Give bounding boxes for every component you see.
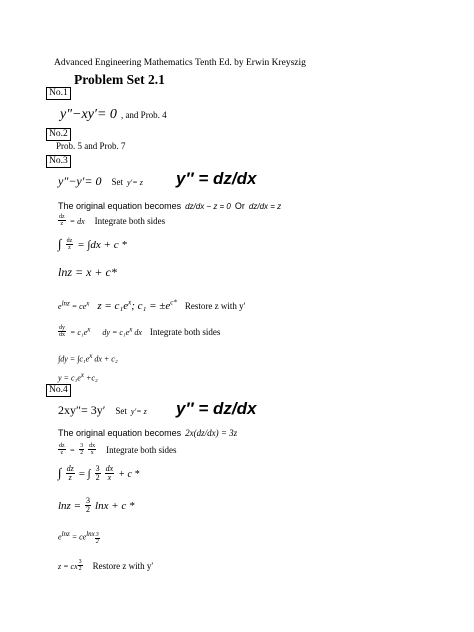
no4-final-line: z = cx $\frac{3}{2}$ Restore z with y′ xyxy=(58,558,154,572)
no3-original-eq1: dz/dx − z = 0 xyxy=(185,202,231,211)
no4-original-text: The original equation becomes xyxy=(58,428,182,438)
no4-equation: 2xy″= 3y′ xyxy=(58,403,106,417)
no4-exp-line: elnz = celnx $\frac{3}{2}$ xyxy=(58,530,99,545)
no3-final: y = c₁ex +c₂ xyxy=(58,371,98,383)
no4-ln-line: lnz = $\frac{3}{2}$ lnx + c * xyxy=(58,495,135,514)
no4-set-text: Set xyxy=(115,406,127,416)
no3-equation: y″−y′= 0 xyxy=(58,174,102,188)
no3-sep-fraction: $\frac{dz}{z}$ xyxy=(59,213,65,227)
problem-label-1: No.1 xyxy=(46,87,71,100)
no1-equation-line xyxy=(60,105,167,123)
no3-dy-eq2: dy = c₁ex dx xyxy=(102,325,142,337)
no3-dydx-line: $\frac{dy}{dx}$ = c₁ex dy = c₁ex dx Integrate both sides xyxy=(59,324,221,338)
no3-set-eq: y′= z xyxy=(127,178,143,187)
no3-separation-line xyxy=(58,211,165,229)
no3-sep-rhs: = dx xyxy=(69,217,85,226)
book-header: Advanced Engineering Mathematics Tenth Ed. by Erwin Kreyszig xyxy=(54,58,306,68)
no4-set-eq: y′= z xyxy=(130,407,147,416)
no3-exp-line: elnz = cex $z = c_1e^x$; $c_1 = \pm e^{c*}$ Restore z with y′ xyxy=(58,298,246,312)
no3-integrate-text: Integrate both sides xyxy=(94,216,166,226)
no4-equation-line xyxy=(58,401,147,419)
problem-label-4: No.4 xyxy=(46,384,71,397)
no4-integrate-text: Integrate both sides xyxy=(106,445,177,455)
no2-text: Prob. 5 and Prob. 7 xyxy=(56,141,126,151)
no4-separation-line: $\frac{dz}{z}$ = $\frac{3}{2}$ $\frac{dx}{x}$ Integrate both sides xyxy=(59,442,177,456)
no1-tail: , and Prob. 4 xyxy=(120,110,167,120)
no4-restore-text: Restore z with y′ xyxy=(92,561,154,571)
problem-label-3: No.3 xyxy=(46,155,71,168)
no3-equation-line xyxy=(58,172,143,190)
problem-label-2: No.2 xyxy=(46,128,71,141)
no3-dydx-fraction: $\frac{dy}{dx}$ xyxy=(59,324,65,338)
no4-original-line xyxy=(58,423,237,441)
no3-restore-text: Restore z with y′ xyxy=(184,301,246,311)
no3-original-eq2: dz/dx = z xyxy=(248,202,282,211)
no3-exp-rhs: $z = c_1e^x$; $c_1 = \pm e^{c*}$ xyxy=(97,298,177,312)
no4-substitution: y″ = dz/dx xyxy=(176,399,257,418)
no3-substitution: y″ = dz/dx xyxy=(176,169,257,188)
no3-original-text: The original equation becomes xyxy=(58,201,182,211)
no4-integral-line: ∫ $\frac{dz}{z}$ = ∫ $\frac{3}{2}$ $\frac{dx}{x}$ + c * xyxy=(58,463,140,482)
integral-sign-icon: ∫ xyxy=(58,236,62,251)
no1-equation: y″−xy′= 0 xyxy=(60,107,117,122)
no3-int-fraction: $\frac{dz}{z}$ xyxy=(66,237,73,251)
no3-or-text: Or xyxy=(234,201,245,211)
no3-int-rhs: = ∫dx + c * xyxy=(77,239,127,251)
no3-integral-2: ∫dy = ∫c₁ex dx + c₂ xyxy=(58,352,118,364)
no4-original-eq: 2x(dz/dx) = 3z xyxy=(185,428,238,438)
no3-ln-equation: lnz = x + c* xyxy=(58,265,117,279)
integral-sign-icon: ∫ xyxy=(58,465,62,480)
no3-integrate-text-2: Integrate both sides xyxy=(149,327,221,337)
no3-set-text: Set xyxy=(111,177,123,187)
no3-integral-line xyxy=(58,235,127,253)
page-title: Problem Set 2.1 xyxy=(74,72,165,87)
